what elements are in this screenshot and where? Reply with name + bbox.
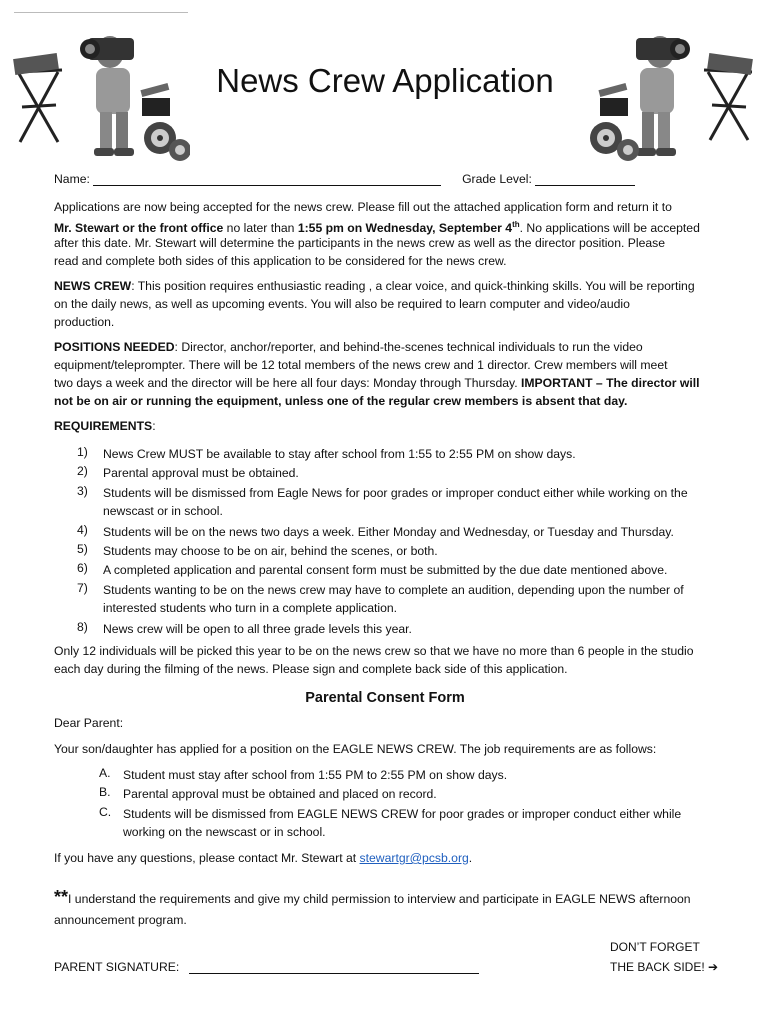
deadline-suffix: th	[512, 220, 520, 229]
positions-line-1	[54, 338, 744, 357]
dont-forget-line-1: DON’T FORGET	[610, 940, 700, 954]
grade-field[interactable]	[535, 172, 635, 186]
consent-item-text: Students will be dismissed from EAGLE NEWS CREW for poor grades or improper conduct either while	[123, 806, 682, 821]
page-title: News Crew Application	[216, 62, 554, 99]
dear-parent: Dear Parent:	[54, 716, 124, 730]
requirement-number: 6)	[77, 561, 88, 576]
intro-mid: no later than	[223, 221, 298, 236]
requirement-text: interested students who turn in a complete application.	[103, 601, 398, 616]
requirement-text: Students will be on the news two days a week. Either Monday and Wednesday, or Tuesday and Thursday.	[103, 524, 674, 539]
signature-field[interactable]	[189, 960, 479, 974]
questions-end: .	[468, 851, 473, 865]
understand-line-1	[54, 888, 744, 909]
positions-text-1: : Director, anchor/reporter, and behind-the-scenes technical individuals to run the video	[174, 340, 643, 354]
requirements-label: REQUIREMENTS	[54, 419, 153, 433]
requirement-text: News Crew MUST be available to stay after school from 1:55 to 2:55 PM on show days.	[103, 447, 576, 461]
email-link[interactable]: stewartgr@pcsb.org	[359, 851, 469, 865]
intro-line-1: Applications are now being accepted for the news crew. Please fill out the attached application form and return it to	[54, 200, 672, 214]
understand-text-1: I understand the requirements and give my child permission to interview and participate in EAGLE NEWS afternoon	[68, 892, 691, 906]
positions-important: IMPORTANT – The director will	[521, 376, 700, 390]
requirements-heading	[54, 417, 744, 436]
only12-line-1: Only 12 individuals will be picked this year to be on the news crew so that we have no more than 6 people in the studio	[54, 644, 694, 658]
requirement-text: A completed application and parental consent form must be submitted by the due date mentioned above.	[103, 563, 668, 578]
signature-label: PARENT SIGNATURE:	[54, 960, 180, 974]
requirement-text: newscast or in school.	[103, 504, 223, 519]
requirements-colon: :	[152, 419, 156, 433]
requirement-number: 8)	[77, 619, 88, 634]
grade-label: Grade Level:	[462, 172, 532, 186]
requirement-number: 7)	[77, 580, 88, 595]
consent-item-letter: B.	[99, 785, 111, 800]
requirement-number: 4)	[77, 522, 88, 537]
positions-text-3: two days a week and the director will be here all four days: Monday through Thursday.	[54, 376, 521, 390]
consent-intro: Your son/daughter has applied for a position on the EAGLE NEWS CREW. The job requirements are as follows:	[54, 742, 657, 756]
consent-heading: Parental Consent Form	[305, 690, 465, 706]
intro-bold-deadline	[298, 221, 520, 235]
consent-item-letter: C.	[99, 804, 112, 819]
positions-line-3	[54, 374, 744, 393]
consent-item-letter: A.	[99, 766, 111, 780]
name-label: Name:	[54, 172, 90, 186]
positions-label: POSITIONS NEEDED	[54, 340, 175, 354]
intro-end: . No applications will be accepted	[519, 221, 700, 236]
consent-item-text: Student must stay after school from 1:55 PM to 2:55 PM on show days.	[123, 768, 508, 782]
news-crew-line-2: on the daily news, as well as upcoming events. You will also be required to learn computer and video/audio	[54, 297, 630, 311]
consent-item-text: Parental approval must be obtained and placed on record.	[123, 787, 437, 802]
requirement-text: News crew will be open to all three grade levels this year.	[103, 621, 412, 636]
news-crew-line-1	[54, 277, 744, 296]
requirement-number: 3)	[77, 483, 88, 498]
questions-line	[54, 849, 744, 868]
news-crew-line-3: production.	[54, 315, 115, 329]
news-crew-label: NEWS CREW	[54, 279, 132, 293]
requirement-number: 2)	[77, 464, 88, 479]
requirement-text: Parental approval must be obtained.	[103, 466, 299, 481]
requirement-number: 1)	[77, 445, 88, 459]
name-field[interactable]	[93, 172, 441, 186]
intro-line-4: read and complete both sides of this application to be considered for the news crew.	[54, 254, 507, 268]
requirement-text: Students may choose to be on air, behind the scenes, or both.	[103, 544, 438, 558]
positions-important-cont: not be on air or running the equipment, unless one of the regular crew members is absent that day.	[54, 394, 628, 408]
stars-mark: **	[54, 887, 69, 907]
requirement-number: 5)	[77, 542, 88, 556]
dont-forget-note	[610, 937, 718, 977]
intro-line-3: after this date. Mr. Stewart will determine the participants in the news crew as well as the director position. Please	[54, 236, 666, 250]
understand-line-2: announcement program.	[54, 913, 187, 927]
consent-item-text: working on the newscast or in school.	[123, 825, 326, 840]
questions-text: If you have any questions, please contact Mr. Stewart at	[54, 851, 360, 865]
name-grade-row	[54, 172, 744, 186]
positions-line-4	[54, 392, 744, 411]
deadline-text: 1:55 pm on Wednesday, September 4	[297, 221, 513, 236]
dont-forget-line-2: THE BACK SIDE! ➔	[610, 960, 719, 974]
requirement-text: Students wanting to be on the news crew may have to complete an audition, depending upon the number of	[103, 582, 684, 597]
requirement-text: Students will be dismissed from Eagle News for poor grades or improper conduct either while working on the	[103, 485, 688, 500]
only12-line-2: each day during the filming of the news. Please sign and complete back side of this application.	[54, 662, 568, 676]
positions-line-2: equipment/teleprompter. There will be 12 total members of the news crew and 1 director. Crew members will meet	[54, 358, 668, 372]
intro-bold-office: Mr. Stewart or the front office	[54, 221, 224, 236]
news-crew-text-1: : This position requires enthusiastic reading , a clear voice, and quick-thinking skills. You will be reporting	[131, 279, 695, 293]
